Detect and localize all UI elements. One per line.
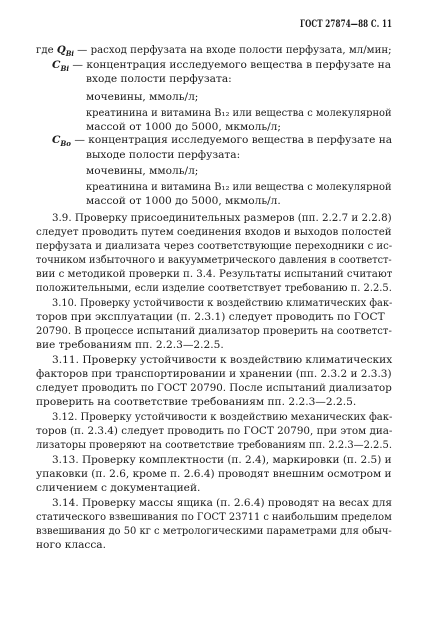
paragraph-line: 20790. В процессе испытаний диализатор проверить на соответст- (36, 325, 392, 337)
definition-text: — расход перфузата на входе полости перфузата, мл/мин; (77, 44, 392, 56)
where-word: где (36, 44, 54, 56)
symbol-q-bi: $Q_{Bi}$ (56, 44, 74, 59)
paragraph-line: вии с методикой проверки п. 3.4. Результаты испытаний считают (36, 268, 393, 280)
definition-text: — концентрация исследуемого вещества в перфузате на (72, 59, 392, 71)
paragraph-line: 3.12. Проверку устойчивости к воздействию механических фак- (52, 411, 393, 423)
paragraph-line: 3.13. Проверку комплектности (п. 2.4), маркировки (п. 2.5) и (52, 454, 392, 466)
definition-text: креатинина и витамина B₁₂ или вещества с молекулярной (86, 107, 392, 119)
definition-q-bi (36, 44, 392, 60)
symbol-c-bi: $C_{Bi}$ (52, 59, 70, 74)
paragraph-line: ного класса. (36, 539, 106, 551)
definition-text: выходе полости перфузата: (86, 149, 241, 161)
paragraph-line: упаковки (п. 2.6, кроме п. 2.6.4) проводят внешним осмотром и (36, 468, 392, 480)
definition-text: — концентрация исследуемого вещества в перфузате на (74, 134, 393, 146)
paragraph-line: лизаторы проверяют на соответствие требованиям пп. 2.2.3—2.2.5. (36, 439, 392, 451)
paragraph-line: 3.9. Проверку присоединительных размеров (пп. 2.2.7 и 2.2.8) (52, 212, 392, 224)
symbol-c-bo: $C_{Bo}$ (52, 134, 71, 149)
definition-text: массой от 1000 до 5000, мкмоль/л. (86, 195, 281, 207)
paragraph-line: факторов при транспортировании и хранении (пп. 2.3.2 и 2.3.3) (36, 368, 392, 380)
definition-c-bo (52, 134, 392, 150)
paragraph-line: взвешивания до 50 кг с метрологическими параметрами для обыч- (36, 525, 392, 537)
definition-text: входе полости перфузата: (86, 73, 232, 85)
definition-text: мочевины, ммоль/л; (86, 91, 199, 103)
paragraph-line: статического взвешивания по ГОСТ 23711 с наибольшим пределом (36, 511, 392, 523)
paragraph-line: следует проводить путем соединения входов и выходов полостей (36, 226, 392, 238)
paragraph-line: сличением с документацией. (36, 482, 201, 494)
paragraph-line: следует проводить по ГОСТ 20790. После испытаний диализатор (36, 382, 392, 394)
paragraph-line: 3.10. Проверку устойчивости к воздействию климатических фак- (52, 297, 393, 309)
definition-text: массой от 1000 до 5000, мкмоль/л; (86, 121, 281, 133)
paragraph-line: 3.14. Проверку массы ящика (п. 2.6.4) проводят на весах для (52, 497, 392, 509)
paragraph-line: торов (п. 2.3.4) следует проводить по ГОСТ 20790, при этом диа- (36, 425, 393, 437)
paragraph-line: перфузата и диализата через соответствующие переходники с ис- (36, 240, 393, 252)
definition-text: креатинина и витамина B₁₂ или вещества с молекулярной (86, 181, 392, 193)
paragraph-line: 3.11. Проверку устойчивости к воздействию климатических (52, 354, 393, 366)
paragraph-line: проверить на соответствие требованиям пп. 2.2.3—2.2.5. (36, 396, 357, 408)
page-header: ГОСТ 27874—88 С. 11 (300, 18, 393, 30)
paragraph-line: вие требованиям пп. 2.2.3—2.2.5. (36, 339, 224, 351)
definition-text: мочевины, ммоль/л; (86, 165, 199, 177)
paragraph-line: торов при эксплуатации (п. 2.3.1) следует проводить по ГОСТ (36, 311, 385, 323)
paragraph-line: положительными, если изделие соответствует требованию п. 2.2.5. (36, 282, 392, 294)
paragraph-line: точником избыточного и вакуумметрического давления в соответст- (36, 254, 392, 266)
